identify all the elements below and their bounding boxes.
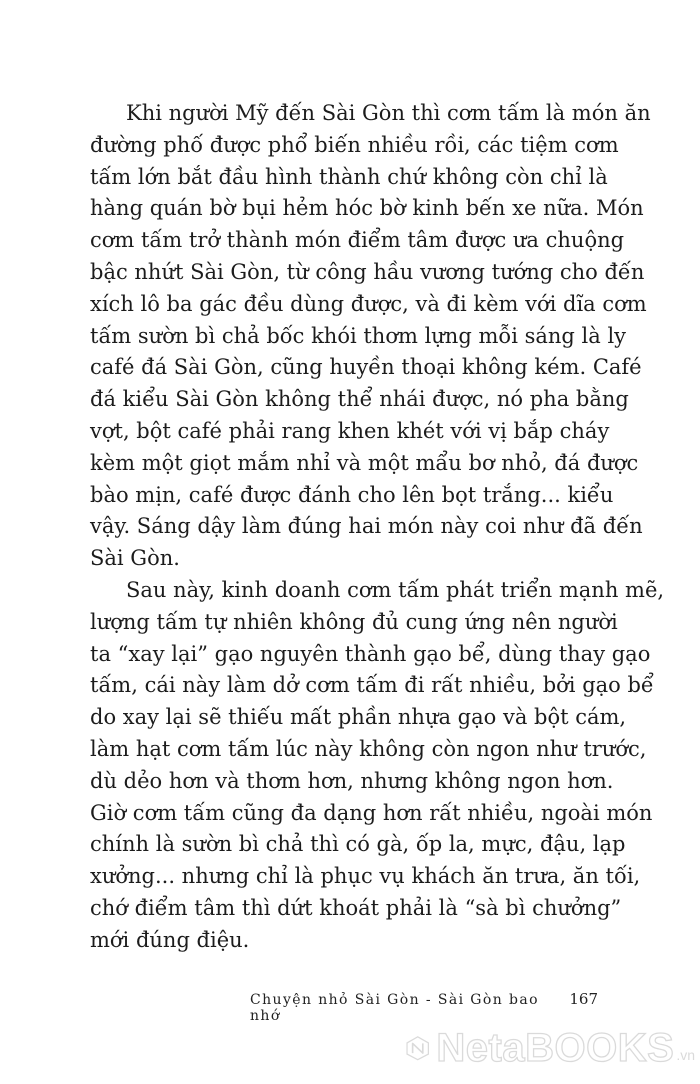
paragraph-2 <box>90 575 665 957</box>
text-line: dù dẻo hơn và thơm hơn, nhưng không ngon hơn. <box>90 768 614 793</box>
text-line: do xay lại sẽ thiếu mất phần nhựa gạo và bột cám, <box>90 705 627 730</box>
text-line: mới đúng điệu. <box>90 927 250 952</box>
text-line: Khi người Mỹ đến Sài Gòn thì cơm tấm là món ăn <box>126 101 651 125</box>
watermark-suffix: .vn <box>676 1047 695 1063</box>
text-line: cơm tấm trở thành món điểm tâm được ưa chuộng <box>90 228 625 253</box>
text-line: café đá Sài Gòn, cũng huyền thoại không kém. Café <box>90 355 642 380</box>
text-line: vợt, bột café phải rang khen khét với vị bắp cháy <box>90 418 610 443</box>
text-line: hàng quán bờ bụi hẻm hóc bờ kinh bến xe nữa. Món <box>90 196 644 221</box>
text-line: làm hạt cơm tấm lúc này không còn ngon như trước, <box>90 736 647 761</box>
text-line: kèm một giọt mắm nhỉ và một mẩu bơ nhỏ, đá được <box>90 450 639 475</box>
watermark <box>405 1018 695 1078</box>
text-line: tấm lớn bắt đầu hình thành chứ không còn chỉ là <box>90 164 608 189</box>
text-line: đá kiểu Sài Gòn không thể nhái được, nó pha bằng <box>90 387 629 412</box>
text-line: Sài Gòn. <box>90 546 180 571</box>
text-line: Giờ cơm tấm cũng đa dạng hơn rất nhiều, ngoài món <box>90 800 653 825</box>
text-line: xích lô ba gác đều dùng được, và đi kèm với dĩa cơm <box>90 291 647 316</box>
running-footer-title: Chuyện nhỏ Sài Gòn - Sài Gòn bao nhớ <box>250 992 539 1024</box>
text-line: bậc nhứt Sài Gòn, từ công hầu vương tướng cho đến <box>90 259 645 284</box>
text-line: ta “xay lại” gạo nguyên thành gạo bể, dùng thay gạo <box>90 641 651 666</box>
text-line: chớ điểm tâm thì dứt khoát phải là “sà bì chưởng” <box>90 895 622 920</box>
text-line: đường phố được phổ biến nhiều rồi, các tiệm cơm <box>90 132 619 157</box>
text-line: lượng tấm tự nhiên không đủ cung ứng nên người <box>90 609 618 634</box>
page-number: 167 <box>569 990 598 1008</box>
watermark-brand: NetaBOOKS <box>436 1025 675 1070</box>
text-line: Sau này, kinh doanh cơm tấm phát triển mạnh mẽ, <box>126 577 665 602</box>
text-line: bào mịn, café được đánh cho lên bọt trắng... kiểu <box>90 482 614 507</box>
paragraph-1 <box>90 98 651 575</box>
text-line: chính là sườn bì chả thì có gà, ốp la, mực, đậu, lạp <box>90 832 626 857</box>
netabooks-logo-icon <box>405 1023 430 1073</box>
text-line: vậy. Sáng dậy làm đúng hai món này coi như đã đến <box>90 514 643 539</box>
text-line: tấm sườn bì chả bốc khói thơm lựng mỗi sáng là ly <box>90 323 627 348</box>
text-line: tấm, cái này làm dở cơm tấm đi rất nhiều, bởi gạo bể <box>90 673 654 698</box>
text-line: xưởng... nhưng chỉ là phục vụ khách ăn trưa, ăn tối, <box>90 864 641 889</box>
body-text <box>90 98 665 957</box>
